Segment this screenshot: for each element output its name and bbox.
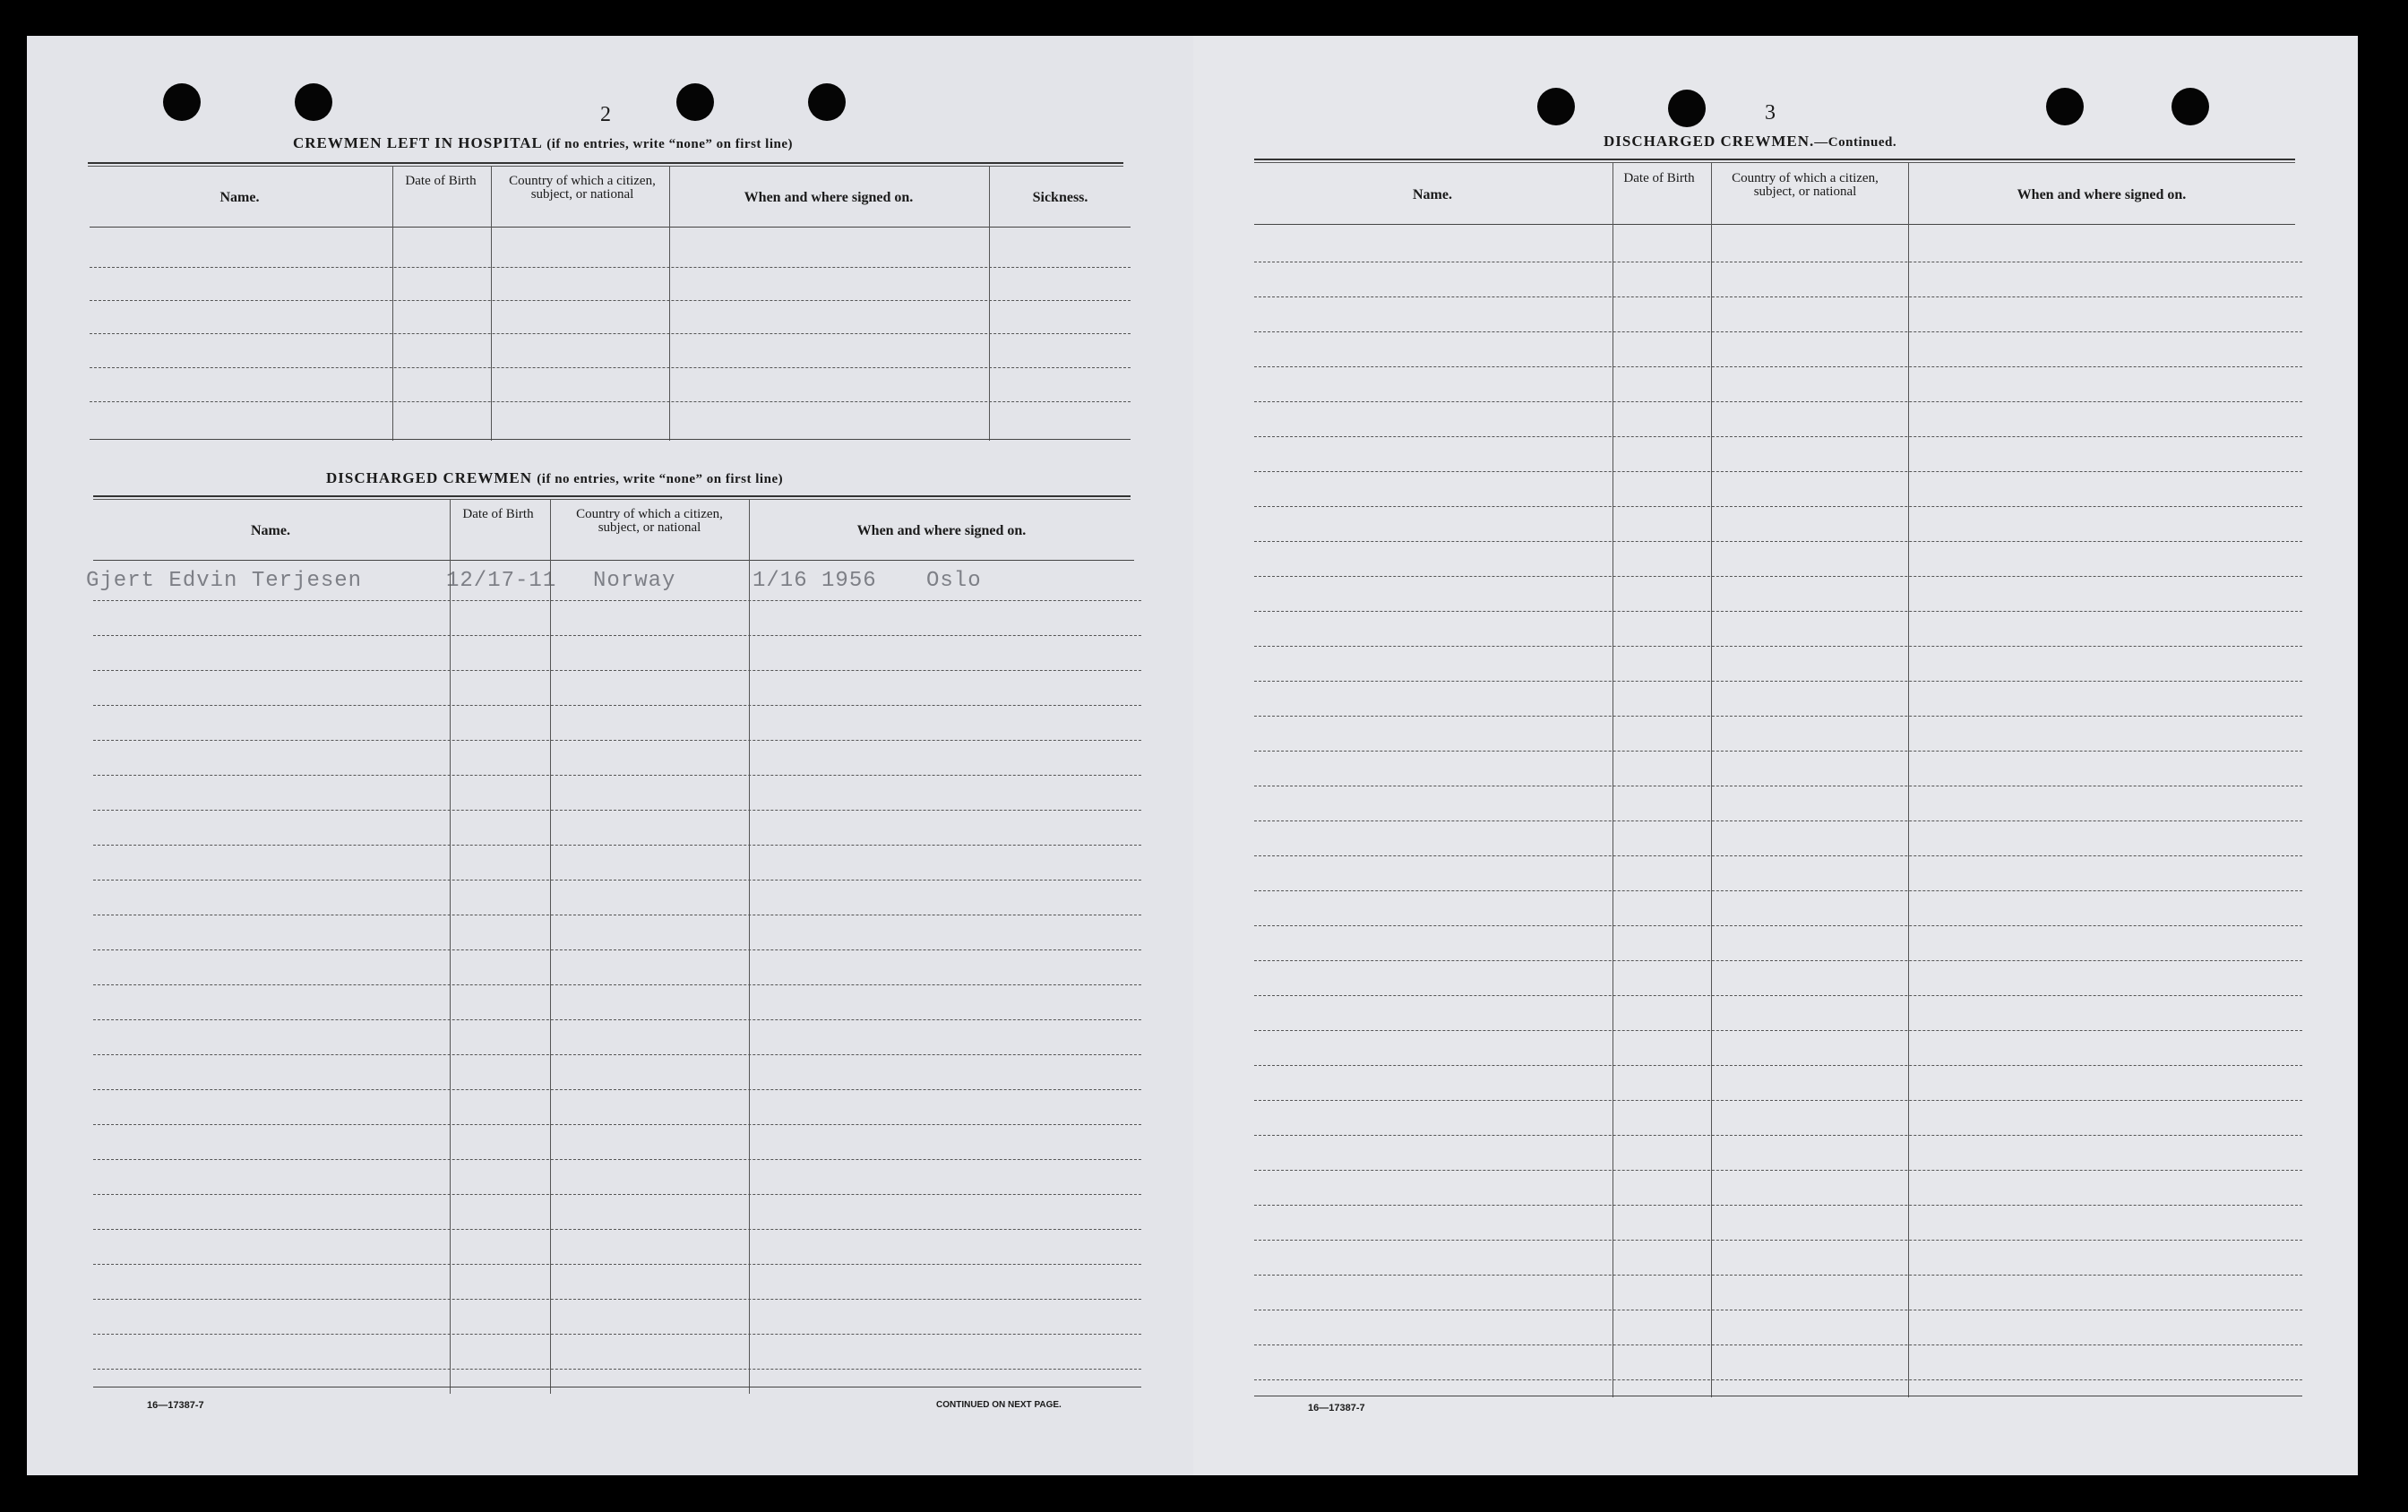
entry-line (1254, 541, 2302, 542)
entry-line (93, 984, 1141, 985)
entry-line (1254, 681, 2302, 682)
entry-line (93, 1369, 1141, 1370)
entry-line (1254, 1170, 2302, 1171)
entry-line (93, 775, 1141, 776)
entry-line (93, 670, 1141, 671)
hospital-column-divider (669, 167, 670, 441)
page-number: 3 (1765, 101, 1776, 125)
entry-line (1254, 1135, 2302, 1136)
entry-line (1254, 890, 2302, 891)
entry-line (93, 880, 1141, 881)
crew-signed-place-entry: Oslo (926, 569, 982, 593)
entry-line (1254, 611, 2302, 612)
column-header-country: Country of which a citizen, subject, or national (509, 174, 656, 202)
hospital-header-rule (90, 227, 1131, 228)
entry-line (1254, 401, 2302, 402)
right-section-title (1604, 133, 1896, 150)
punch-hole (1668, 90, 1706, 127)
entry-line (1254, 646, 2302, 647)
entry-line (90, 401, 1131, 402)
hospital-section-title (293, 134, 793, 152)
entry-line (1254, 1100, 2302, 1101)
entry-line (1254, 331, 2302, 332)
entry-line (1254, 471, 2302, 472)
column-header-dob: Date of Birth (1623, 171, 1695, 185)
column-header-signed-on: When and where signed on. (744, 190, 914, 205)
entry-line (90, 267, 1131, 268)
right-top-rule (1254, 159, 2295, 163)
entry-line (93, 1229, 1141, 1230)
entry-line (93, 1159, 1141, 1160)
punch-hole (2172, 88, 2209, 125)
column-header-dob: Date of Birth (405, 174, 477, 188)
punch-hole (808, 83, 846, 121)
punch-hole (676, 83, 714, 121)
entry-line (1254, 436, 2302, 437)
entry-line (90, 300, 1131, 301)
entry-line (93, 1299, 1141, 1300)
entry-line (1254, 506, 2302, 507)
punch-hole (1537, 88, 1575, 125)
punch-hole (295, 83, 332, 121)
entry-line (90, 367, 1131, 368)
entry-line (93, 740, 1141, 741)
entry-line (1254, 1030, 2302, 1031)
column-divider (1711, 163, 1712, 1397)
entry-line (1254, 1205, 2302, 1206)
right-title-text: DISCHARGED CREWMEN. (1604, 133, 1815, 150)
entry-line (1254, 1344, 2302, 1345)
punch-hole (163, 83, 201, 121)
entry-line (90, 333, 1131, 334)
column-header-name: Name. (219, 190, 260, 205)
column-header-country: Country of which a citizen, subject, or national (1732, 171, 1879, 199)
crew-dob-entry: 12/17-11 (446, 569, 557, 593)
discharged-subtitle: (if no entries, write “none” on first line) (537, 472, 784, 486)
entry-line (1254, 751, 2302, 752)
crew-name-entry: Gjert Edvin Terjesen (86, 569, 363, 593)
column-divider (749, 500, 750, 1394)
entry-line (93, 635, 1141, 636)
hospital-subtitle: (if no entries, write “none” on first line) (546, 137, 793, 151)
form-number: 16—17387-7 (1308, 1403, 1365, 1413)
entry-line (93, 1334, 1141, 1335)
hospital-title-text: CREWMEN LEFT IN HOSPITAL (293, 134, 542, 151)
entry-line (93, 1019, 1141, 1020)
entry-line (1254, 820, 2302, 821)
discharged-header-rule (93, 560, 1134, 561)
column-header-dob: Date of Birth (462, 507, 534, 521)
form-number: 16—17387-7 (147, 1400, 204, 1411)
entry-line (93, 600, 1141, 601)
column-divider (1908, 163, 1909, 1397)
column-header-name: Name. (1413, 187, 1452, 202)
entry-line (1254, 1379, 2302, 1380)
column-header-signed-on: When and where signed on. (2017, 187, 2187, 202)
column-divider (1612, 163, 1613, 1397)
entry-line (1254, 925, 2302, 926)
punch-hole (2046, 88, 2084, 125)
entry-line (93, 810, 1141, 811)
crew-country-entry: Norway (593, 569, 676, 593)
column-header-name: Name. (251, 523, 290, 538)
discharged-section-title (326, 469, 783, 487)
entry-line (93, 1264, 1141, 1265)
column-header-country: Country of which a citizen, subject, or national (576, 507, 723, 535)
column-divider (450, 500, 451, 1394)
entry-line (93, 1089, 1141, 1090)
entry-line (1254, 855, 2302, 856)
hospital-top-rule (88, 162, 1123, 167)
entry-line (1254, 716, 2302, 717)
hospital-column-divider (989, 167, 990, 441)
entry-line (1254, 1240, 2302, 1241)
discharged-title-text: DISCHARGED CREWMEN (326, 469, 533, 486)
page-number: 2 (600, 103, 611, 126)
column-header-sickness: Sickness. (1032, 190, 1088, 205)
entry-line (93, 1124, 1141, 1125)
entry-line (1254, 1275, 2302, 1276)
column-header-signed-on: When and where signed on. (856, 523, 1027, 538)
entry-line (1254, 366, 2302, 367)
entry-line (93, 845, 1141, 846)
right-page (1193, 36, 2358, 1475)
hospital-bottom-rule (90, 439, 1131, 440)
hospital-column-divider (491, 167, 492, 441)
crew-signed-date-entry: 1/16 1956 (752, 569, 877, 593)
entry-line (1254, 296, 2302, 297)
left-page (27, 36, 1193, 1475)
right-header-rule (1254, 224, 2295, 225)
entry-line (93, 705, 1141, 706)
hospital-column-divider (392, 167, 393, 441)
continued-note: CONTINUED ON NEXT PAGE. (936, 1400, 1062, 1410)
column-divider (550, 500, 551, 1394)
entry-line (93, 1054, 1141, 1055)
entry-line (1254, 1065, 2302, 1066)
right-title-suffix: —Continued. (1814, 135, 1897, 150)
entry-line (1254, 995, 2302, 996)
entry-line (1254, 576, 2302, 577)
discharged-top-rule (93, 495, 1131, 500)
entry-line (93, 1194, 1141, 1195)
entry-line (93, 949, 1141, 950)
entry-line (1254, 960, 2302, 961)
